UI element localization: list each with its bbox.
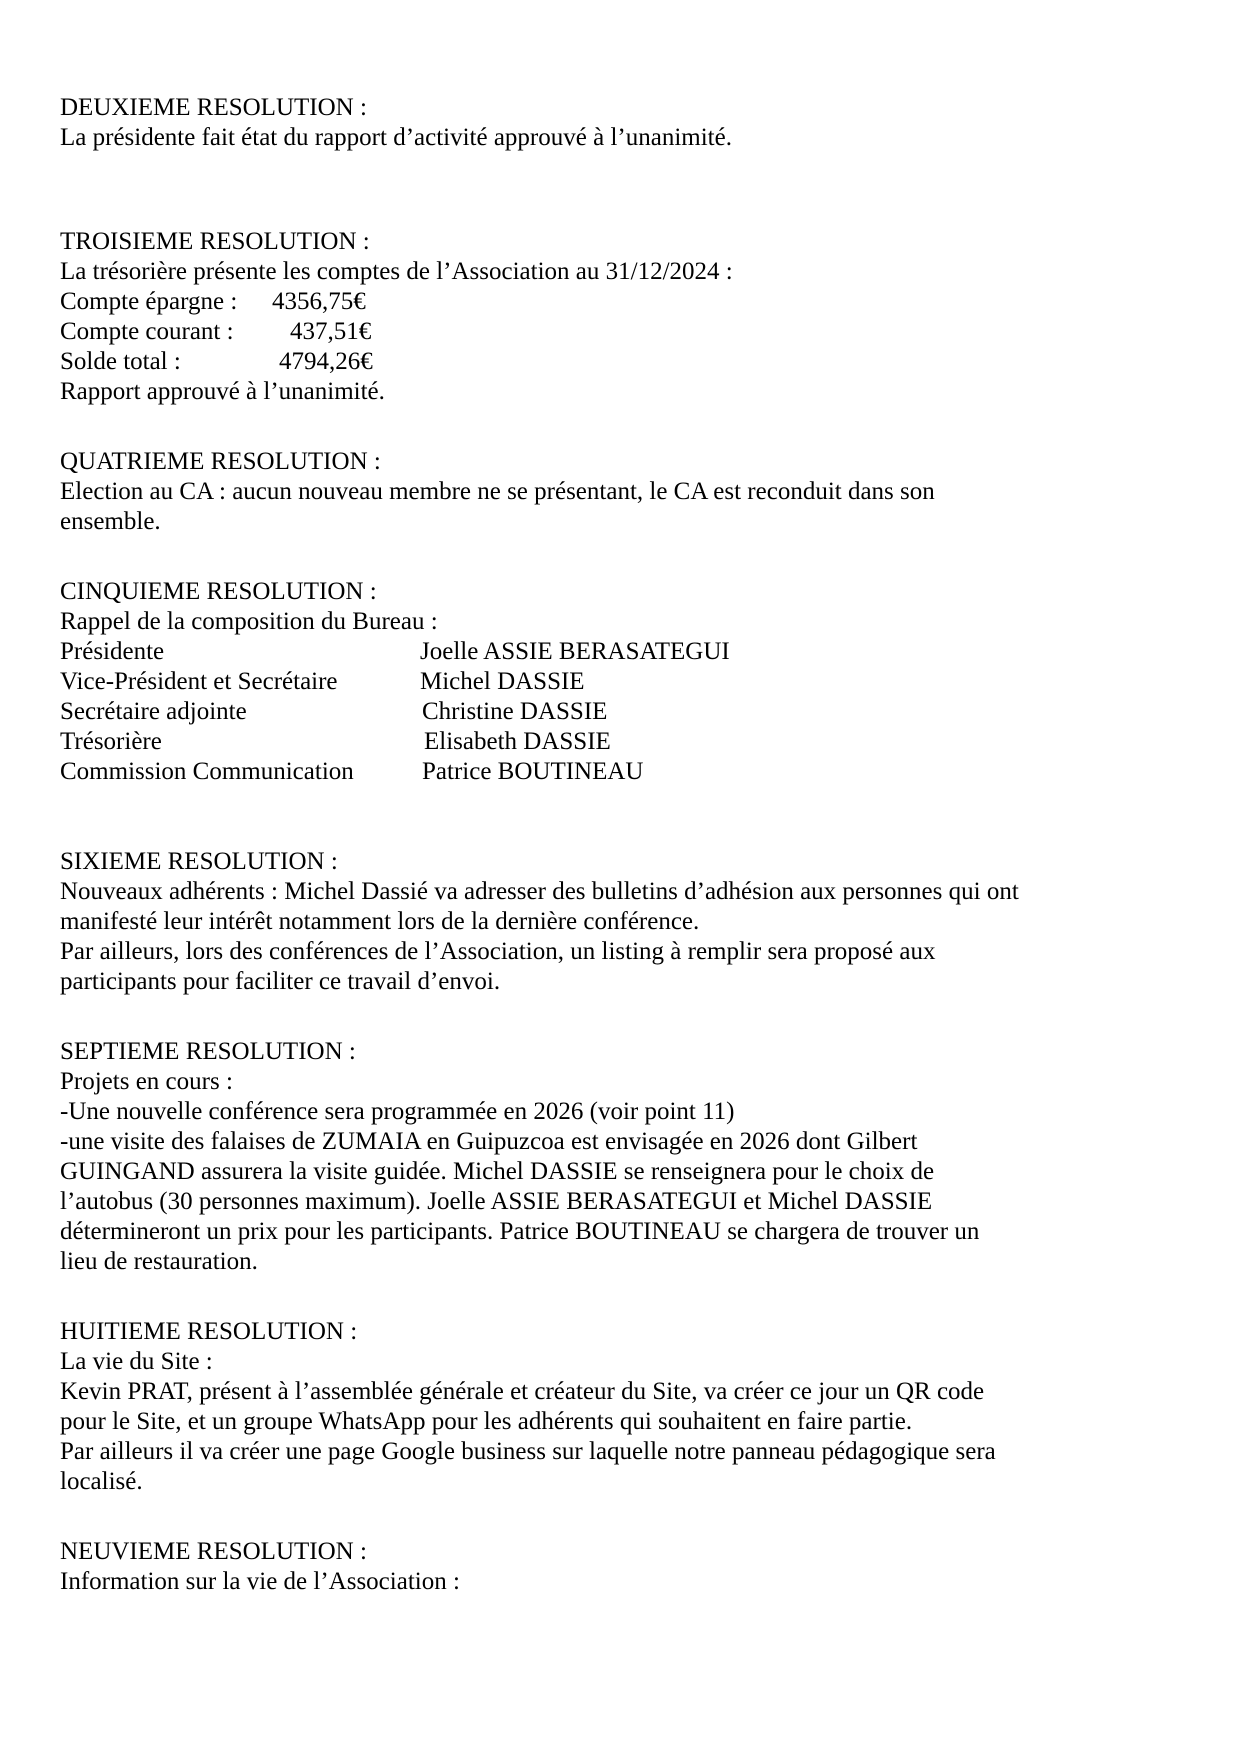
resolution-9-heading: NEUVIEME RESOLUTION : [60,1538,367,1565]
account-row [60,287,1160,317]
resolution-3-approval: Rapport approuvé à l’unanimité. [60,378,385,405]
bureau-role: Commission Communication [60,758,354,785]
resolution-3-intro: La trésorière présente les comptes de l’Association au 31/12/2024 : [60,258,733,285]
bureau-name: Elisabeth DASSIE [424,728,611,755]
resolution-6-heading: SIXIEME RESOLUTION : [60,848,338,875]
account-label: Compte épargne : [60,288,238,315]
bureau-role: Présidente [60,638,165,665]
bureau-name: Michel DASSIE [420,668,585,695]
paragraph-line: Nouveaux adhérents : Michel Dassié va adresser des bulletins d’adhésion aux personnes qui ont [60,878,1019,905]
paragraph-line: Par ailleurs, lors des conférences de l’Association, un listing à remplir sera proposé aux [60,938,936,965]
resolution-8-heading: HUITIEME RESOLUTION : [60,1318,358,1345]
paragraph-line: l’autobus (30 personnes maximum). Joelle ASSIE BERASATEGUI et Michel DASSIE [60,1188,933,1215]
paragraph-line: Projets en cours : [60,1068,233,1095]
resolution-4-heading: QUATRIEME RESOLUTION : [60,448,381,475]
bureau-row [60,667,1160,697]
resolution-5-intro: Rappel de la composition du Bureau : [60,608,438,635]
resolution-7-heading: SEPTIEME RESOLUTION : [60,1038,356,1065]
account-row [60,317,1160,347]
bureau-row [60,637,1160,667]
paragraph-line: GUINGAND assurera la visite guidée. Michel DASSIE se renseignera pour le choix de [60,1158,935,1185]
bureau-role: Secrétaire adjointe [60,698,247,725]
bureau-role: Vice-Président et Secrétaire [60,668,338,695]
paragraph-line: Election au CA : aucun nouveau membre ne se présentant, le CA est reconduit dans son [60,478,935,505]
paragraph-line: lieu de restauration. [60,1248,258,1275]
bureau-role: Trésorière [60,728,162,755]
account-label: Compte courant : [60,318,234,345]
resolution-5-heading: CINQUIEME RESOLUTION : [60,578,377,605]
paragraph-line: Kevin PRAT, présent à l’assemblée générale et créateur du Site, va créer ce jour un QR code [60,1378,985,1405]
account-label: Solde total : [60,348,181,375]
paragraph-line: Information sur la vie de l’Association : [60,1568,460,1595]
account-value: 437,51€ [290,318,372,345]
resolution-2-text: La présidente fait état du rapport d’activité approuvé à l’unanimité. [60,124,732,151]
bureau-name: Christine DASSIE [422,698,608,725]
paragraph-line: -Une nouvelle conférence sera programmée en 2026 (voir point 11) [60,1098,735,1125]
bureau-name: Joelle ASSIE BERASATEGUI [420,638,730,665]
resolution-3-heading: TROISIEME RESOLUTION : [60,228,370,255]
bureau-row [60,757,1160,787]
paragraph-line: Par ailleurs il va créer une page Google business sur laquelle notre panneau pédagogique sera [60,1438,996,1465]
paragraph-line: La vie du Site : [60,1348,213,1375]
resolution-2-heading: DEUXIEME RESOLUTION : [60,94,367,121]
paragraph-line: -une visite des falaises de ZUMAIA en Guipuzcoa est envisagée en 2026 dont Gilbert [60,1128,918,1155]
bureau-row [60,697,1160,727]
paragraph-line: localisé. [60,1468,143,1495]
account-value: 4794,26€ [279,348,373,375]
paragraph-line: participants pour faciliter ce travail d’envoi. [60,968,501,995]
bureau-row [60,727,1160,757]
bureau-name: Patrice BOUTINEAU [422,758,644,785]
account-value: 4356,75€ [272,288,366,315]
account-row [60,347,1160,377]
paragraph-line: détermineront un prix pour les participants. Patrice BOUTINEAU se chargera de trouver un [60,1218,980,1245]
paragraph-line: manifesté leur intérêt notamment lors de la dernière conférence. [60,908,700,935]
paragraph-line: ensemble. [60,508,161,535]
paragraph-line: pour le Site, et un groupe WhatsApp pour les adhérents qui souhaitent en faire partie. [60,1408,913,1435]
